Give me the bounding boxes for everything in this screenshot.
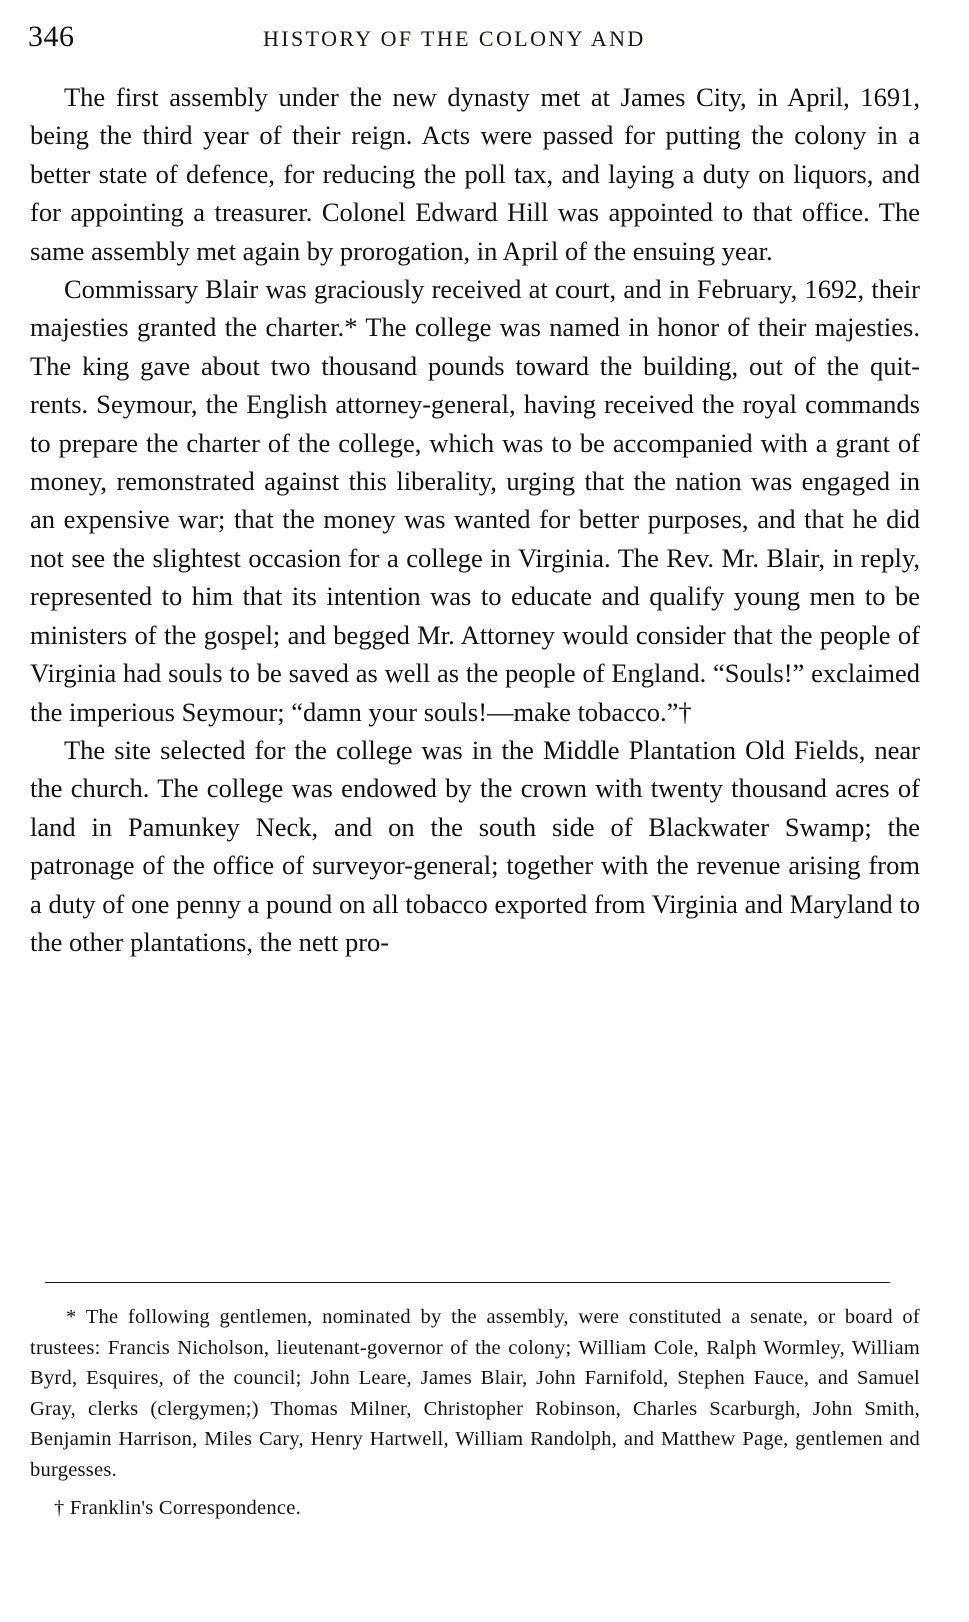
page-number: 346 — [28, 20, 75, 53]
paragraph: The site selected for the college was in the Middle Plantation Old Fields, near the church. The college was endowed by the crown with twenty thousand acres of land in Pamunkey Neck, and on the south side of Blackwater Swamp; the patronage of the office of surveyor-general; together with the revenue arising from a duty of one penny a pound on all tobacco exported from Virginia and Maryland to the other plantations, the nett pro- — [30, 734, 920, 957]
body-text — [30, 78, 920, 961]
footnote-divider — [45, 1282, 890, 1283]
footnote-star: * The following gentlemen, nominated by the assembly, were constituted a senate, or board of trustees: Francis Nicholson, lieutenant-governor of the colony; William Cole, Ralph Wormley, William Byrd, Esquires, of the council; John Leare, James Blair, John Farnifold, Stephen Fauce, and Samuel Gray, clerks (clergymen;) Thomas Milner, Christopher Robinson, Charles Scarburgh, John Smith, Benjamin Harrison, Miles Cary, Henry Hartwell, William Randolph, and Matthew Page, gentlemen and burgesses. — [30, 1306, 920, 1481]
running-head: HISTORY OF THE COLONY AND — [263, 26, 646, 51]
footnote-dagger: † Franklin's Correspondence. — [54, 1497, 301, 1519]
footnotes — [30, 1302, 920, 1524]
paragraph: Commissary Blair was graciously received at court, and in February, 1692, their majesties granted the charter.* The college was named in honor of their majesties. The king gave about two thousand pounds toward the building, out of the quit-rents. Seymour, the English attorney-general, having received the royal commands to prepare the charter of the college, which was to be accompanied with a grant of money, remonstrated against this liberality, urging that the nation was engaged in an expensive war; that the money was wanted for better purposes, and that he did not see the slightest occasion for a college in Virginia. The Rev. Mr. Blair, in reply, represented to him that its intention was to educate and qualify young men to be ministers of the gospel; and begged Mr. Attorney would consider that the people of Virginia had souls to be saved as well as the people of England. “Souls!” exclaimed the imperious Seymour; “damn your souls!—make tobacco.”† — [30, 274, 920, 727]
paragraph: The first assembly under the new dynasty met at James City, in April, 1691, being the third year of their reign. Acts were passed for putting the colony in a better state of defence, for reducing the poll tax, and laying a duty on liquors, and for appointing a treasurer. Colonel Edward Hill was appointed to that office. The same assembly met again by prorogation, in April of the ensuing year. — [30, 82, 920, 266]
page-header — [28, 20, 929, 60]
